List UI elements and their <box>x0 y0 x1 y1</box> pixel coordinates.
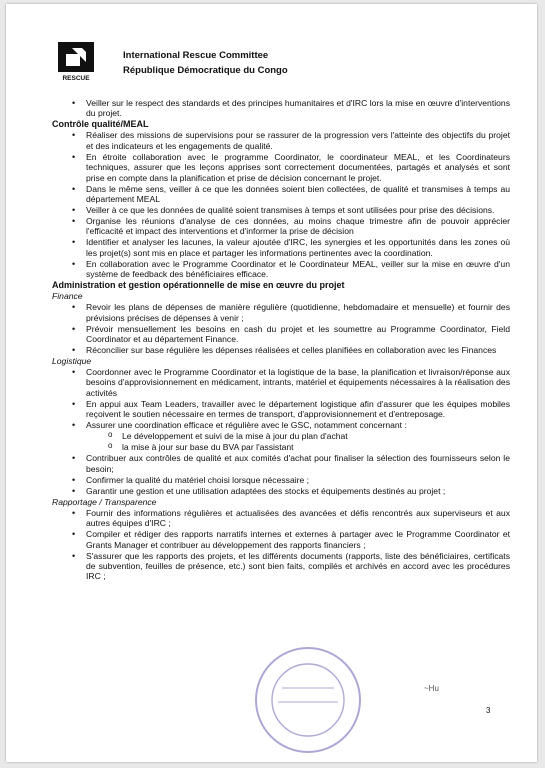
list-item: • Dans le même sens, veiller à ce que les données soient bien collectées, de qualité et transmises à temps au département MEAL <box>52 184 510 205</box>
list-item: • Compiler et rédiger des rapports narratifs internes et externes à partager avec le Programme Coordinator et Grants Manager et contribuer au développement des rapports financiers ; <box>52 529 510 550</box>
list-item: • Prévoir mensuellement les besoins en cash du projet et les soumettre au Programme Coordinator, Field Coordinator et au département Finance. <box>52 324 510 345</box>
subsection-label-rapportage: Rapportage / Transparence <box>52 496 157 507</box>
irc-logo <box>58 42 94 82</box>
org-header <box>123 48 288 78</box>
sub-list-item: o Le développement et suivi de la mise à jour du plan d'achat <box>52 431 510 441</box>
section-heading-meal: Contrôle qualité/MEAL <box>52 119 149 130</box>
signature: ~Hu <box>424 684 439 693</box>
list-item: • S'assurer que les rapports des projets, et les différents documents (rapports, liste des bénéficiaires, certificats de subvention, feuilles de présence, etc.) sont bien faits, compilés et archivés en accord avec les procédures IRC ; <box>52 551 510 582</box>
list-item: • Veiller sur le respect des standards et des principes humanitaires et d'IRC lors la mise en œuvre d'interventions du projet. <box>52 98 510 119</box>
list-item: • Fournir des informations régulières et actualisées des avancées et défis rencontrés aux superviseurs et aux autres équipes d'IRC ; <box>52 508 510 529</box>
document-page <box>6 4 537 762</box>
section-heading-admin: Administration et gestion opérationnelle de mise en œuvre du projet <box>52 280 345 291</box>
list-item: • Confirmer la qualité du matériel choisi lorsque nécessaire ; <box>52 475 510 485</box>
list-item: • Réconcilier sur base régulière les dépenses réalisées et celles planifiées en collaboration avec les Finances <box>52 345 510 355</box>
list-item: • Contribuer aux contrôles de qualité et aux comités d'achat pour finaliser la sélection des fournisseurs selon le besoin; <box>52 453 510 474</box>
list-item: • Identifier et analyser les lacunes, la valeur ajoutée d'IRC, les synergies et les opportunités dans les zones où les projet(s) sont mis en place et partager les informations pertinentes avec la coordination. <box>52 237 510 258</box>
official-stamp <box>252 644 364 756</box>
list-item: • Garantir une gestion et une utilisation adaptées des stocks et équipements destinés au projet ; <box>52 486 510 496</box>
subsection-label-logistique: Logistique <box>52 356 92 367</box>
list-item: • En appui aux Team Leaders, travailler avec le département logistique afin d'assurer que les équipes mobiles reçoivent le soutien nécessaire en termes de transport, d'approvisionnement et d'entreposage. <box>52 399 510 420</box>
list-item: • En étroite collaboration avec le programme Coordinator, le coordinateur MEAL, et les Coordinateurs techniques, assurer que les leçons apprises sont correctement documentées, partagés et analysés et sont prise en compte dans la planification et prise de décision concernant le projet. <box>52 152 510 183</box>
list-item: • Assurer une coordination efficace et régulière avec le GSC, notamment concernant : <box>52 420 510 430</box>
list-item: • Coordonner avec le Programme Coordinator et la logistique de la base, la planification et livraison/réponse aux besoins d'approvisionnement en médicament, intrants, matériel et équipements nécessaires à la réalisation des activités <box>52 367 510 398</box>
list-item: • En collaboration avec le Programme Coordinator et le Coordinateur MEAL, veiller sur la mise en œuvre d'un système de feedback des bénéficiaires efficace. <box>52 259 510 280</box>
subsection-label-finance: Finance <box>52 291 83 302</box>
sub-list-item: o la mise à jour sur base du BVA par l'assistant <box>52 442 510 452</box>
list-item: • Veiller à ce que les données de qualité soient transmises à temps et sont utilisées pour prise des décisions. <box>52 205 510 215</box>
logo-text: RESCUE <box>62 75 90 82</box>
org-name: International Rescue Committee <box>123 50 269 61</box>
org-country: République Démocratique du Congo <box>123 65 288 76</box>
list-item: • Réaliser des missions de supervisions pour se rassurer de la progression vers l'atteinte des objectifs du projet et des indicateurs et les engagements de qualité. <box>52 130 510 151</box>
page-number: 3 <box>486 706 491 715</box>
list-item: • Revoir les plans de dépenses de manière régulière (quotidienne, hebdomadaire et mensuelle) et fournir des prévisions précises de dépenses à venir ; <box>52 302 510 323</box>
list-item: • Organise les réunions d'analyse de ces données, au moins chaque trimestre afin de pouvoir apprécier l'efficacité et impact des interventions et d'informer la prise de décision <box>52 216 510 237</box>
document-body <box>52 98 510 582</box>
